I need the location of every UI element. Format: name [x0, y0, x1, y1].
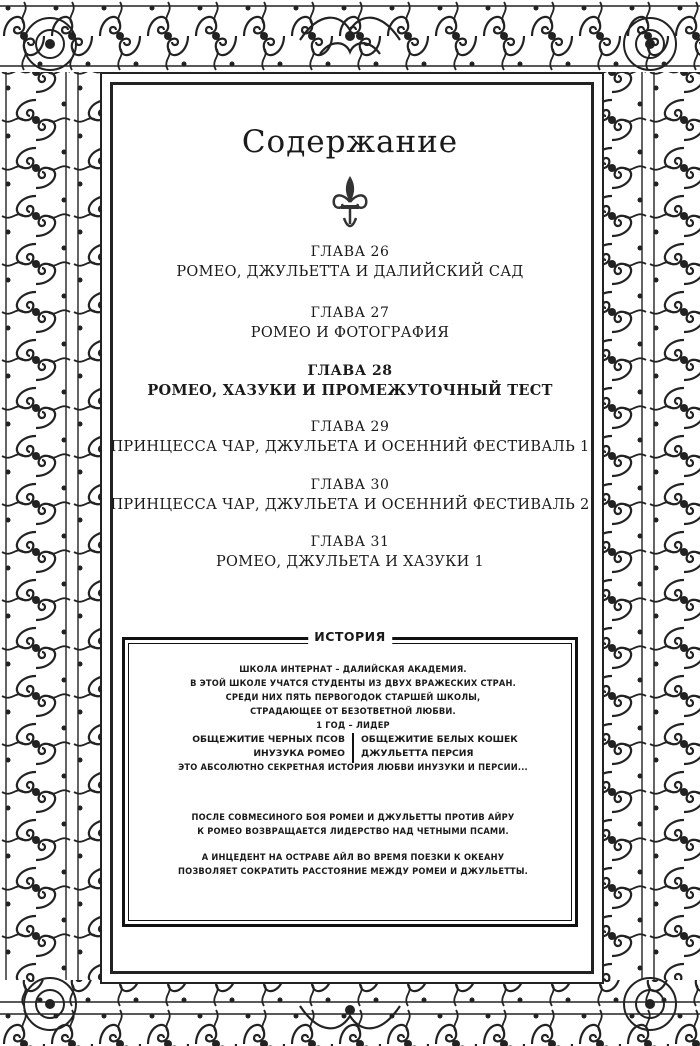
history-intro-line: В ЭТОЙ ШКОЛЕ УЧАТСЯ СТУДЕНТЫ ИЗ ДВУХ ВРАЖЕСКИХ СТРАН.: [190, 678, 516, 689]
history-intro-line: 1 ГОД – ЛИДЕР: [316, 720, 390, 731]
chapter-title: РОМЕО, ХАЗУКИ И ПРОМЕЖУТОЧНЫЙ ТЕСТ: [147, 382, 553, 399]
history-intro-line: ШКОЛА ИНТЕРНАТ – ДАЛИЙСКАЯ АКАДЕМИЯ.: [239, 664, 467, 675]
history-intro-line: СТРАДАЮЩЕЕ ОТ БЕЗОТВЕТНОЙ ЛЮБВИ.: [250, 706, 456, 717]
chapter-number: ГЛАВА 30: [310, 477, 390, 493]
history-box: [122, 629, 578, 927]
history-para2-line: ПОЗВОЛЯЕТ СОКРАТИТЬ РАССТОЯНИЕ МЕЖДУ РОМЕИ И ДЖУЛЬЕТТЫ.: [178, 866, 528, 877]
chapter-entry: [100, 362, 600, 402]
chapter-number: ГЛАВА 27: [310, 305, 390, 321]
chapter-entry: [100, 476, 600, 516]
chapter-number: ГЛАВА 29: [310, 419, 390, 435]
chapter-title: ПРИНЦЕССА ЧАР, ДЖУЛЬЕТА И ОСЕННИЙ ФЕСТИВАЛЬ 2: [110, 497, 590, 513]
history-secret-line: ЭТО АБСОЛЮТНО СЕКРЕТНАЯ ИСТОРИЯ ЛЮБВИ ИНУЗУКИ И ПЕРСИИ...: [178, 762, 528, 773]
history-intro-line: СРЕДИ НИХ ПЯТЬ ПЕРВОГОДОК СТАРШЕЙ ШКОЛЫ,: [225, 692, 481, 703]
history-para1-line: ПОСЛЕ СОВМЕСИНОГО БОЯ РОМЕИ И ДЖУЛЬЕТТЫ ПРОТИВ АЙРУ: [191, 812, 515, 823]
fleur-de-lis-icon: [328, 174, 372, 230]
chapter-title: РОМЕО, ДЖУЛЬЕТА И ХАЗУКИ 1: [215, 554, 485, 570]
left-name: ИНУЗУКА РОМЕО: [253, 748, 345, 759]
history-para2-line: А ИНЦЕДЕНТ НА ОСТРАВЕ АЙЛ ВО ВРЕМЯ ПОЕЗКИ К ОКЕАНУ: [201, 852, 505, 863]
chapter-number: ГЛАВА 31: [310, 534, 390, 550]
chapter-entry: [100, 243, 600, 283]
chapter-entry: [100, 304, 600, 344]
left-dorm: ОБЩЕЖИТИЕ ЧЕРНЫХ ПСОВ: [192, 734, 345, 745]
chapter-number: ГЛАВА 26: [310, 244, 390, 260]
dorm-divider: [352, 733, 354, 763]
chapter-title: ПРИНЦЕССА ЧАР, ДЖУЛЬЕТА И ОСЕННИЙ ФЕСТИВАЛЬ 1: [110, 439, 590, 455]
chapter-title: РОМЕО, ДЖУЛЬЕТТА И ДАЛИЙСКИЙ САД: [176, 264, 524, 280]
chapter-title: РОМЕО И ФОТОГРАФИЯ: [250, 325, 450, 341]
chapter-entry: [100, 418, 600, 458]
history-label: ИСТОРИЯ: [308, 629, 392, 644]
history-para1-line: К РОМЕО ВОЗВРАЩАЕТСЯ ЛИДЕРСТВО НАД ЧЕТНЫМИ ПСАМИ.: [197, 826, 509, 837]
page-title: Содержание: [241, 124, 459, 160]
right-dorm: ОБЩЕЖИТИЕ БЕЛЫХ КОШЕК: [361, 734, 518, 745]
right-name: ДЖУЛЬЕТТА ПЕРСИЯ: [361, 748, 474, 759]
chapter-number: ГЛАВА 28: [307, 363, 393, 379]
chapter-entry: [100, 533, 600, 573]
